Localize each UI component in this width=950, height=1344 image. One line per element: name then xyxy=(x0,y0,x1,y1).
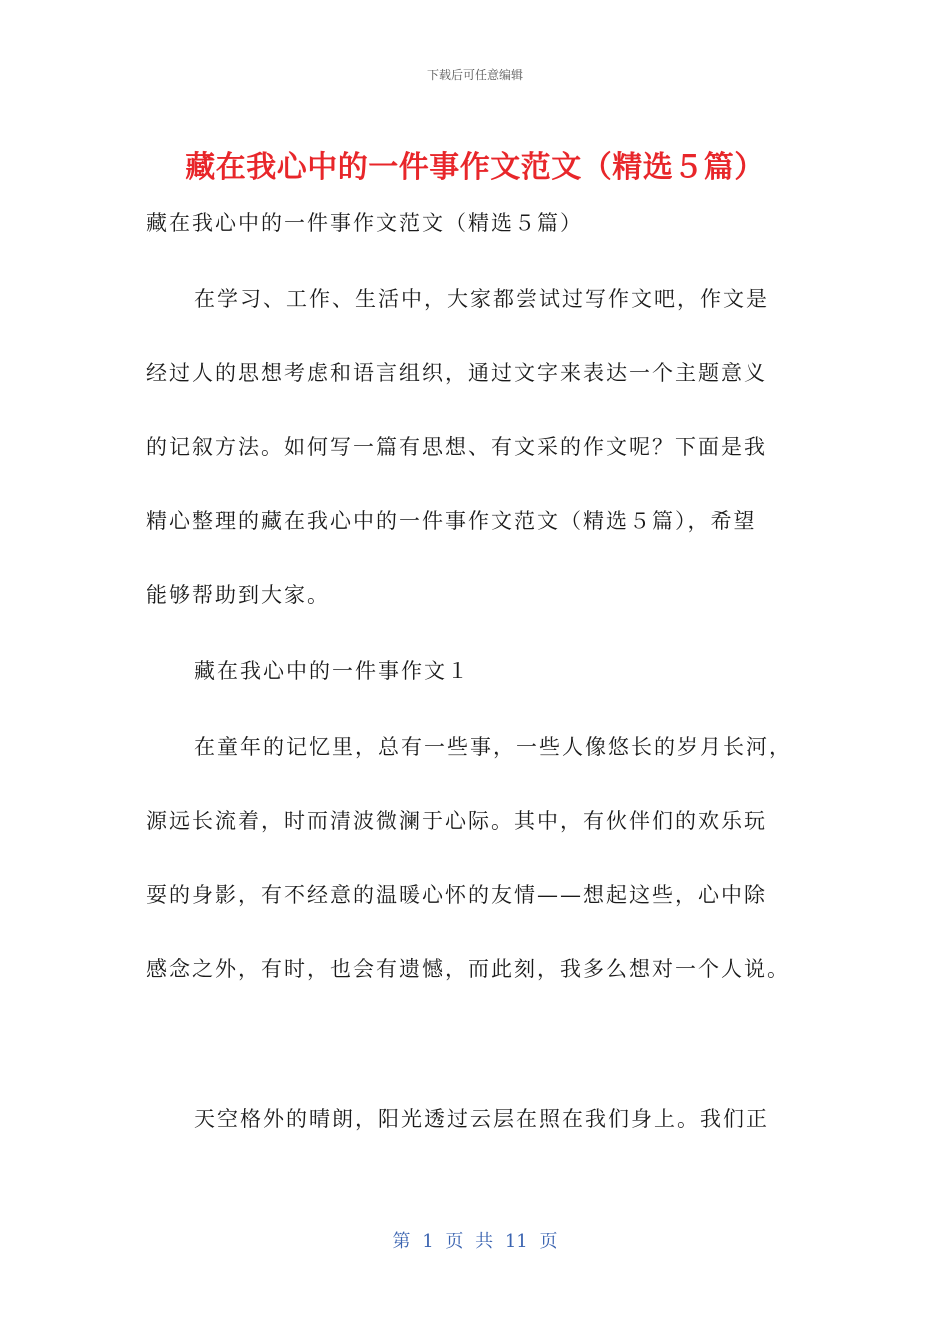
paragraph-line: 在学习、工作、生活中，大家都尝试过写作文吧，作文是 xyxy=(194,287,769,311)
paragraph-line: 的记叙方法。如何写一篇有思想、有文采的作文呢？下面是我 xyxy=(146,435,767,459)
paragraph-line: 源远长流着，时而清波微澜于心际。其中，有伙伴们的欢乐玩 xyxy=(146,809,767,833)
paragraph-line: 天空格外的晴朗，阳光透过云层在照在我们身上。我们正 xyxy=(194,1107,769,1131)
paragraph-line: 经过人的思想考虑和语言组织，通过文字来表达一个主题意义 xyxy=(146,361,767,385)
page-number-footer: 第 1 页 共 11 页 xyxy=(392,1231,558,1252)
document-title: 藏在我心中的一件事作文范文（精选５篇） xyxy=(185,150,765,185)
paragraph-line: 能够帮助到大家。 xyxy=(146,583,330,607)
paragraph-line: 感念之外，有时，也会有遗憾，而此刻，我多么想对一个人说。 xyxy=(146,957,790,981)
paragraph-line: 在童年的记忆里，总有一些事，一些人像悠长的岁月长河， xyxy=(194,735,792,759)
section-heading: 藏在我心中的一件事作文１ xyxy=(194,659,470,683)
paragraph-line: 精心整理的藏在我心中的一件事作文范文（精选５篇），希望 xyxy=(146,509,757,533)
header-note: 下载后可任意编辑 xyxy=(426,68,523,82)
paragraph-line: 耍的身影，有不经意的温暖心怀的友情——想起这些，心中除 xyxy=(146,883,767,907)
subtitle-line: 藏在我心中的一件事作文范文（精选５篇） xyxy=(146,211,583,235)
